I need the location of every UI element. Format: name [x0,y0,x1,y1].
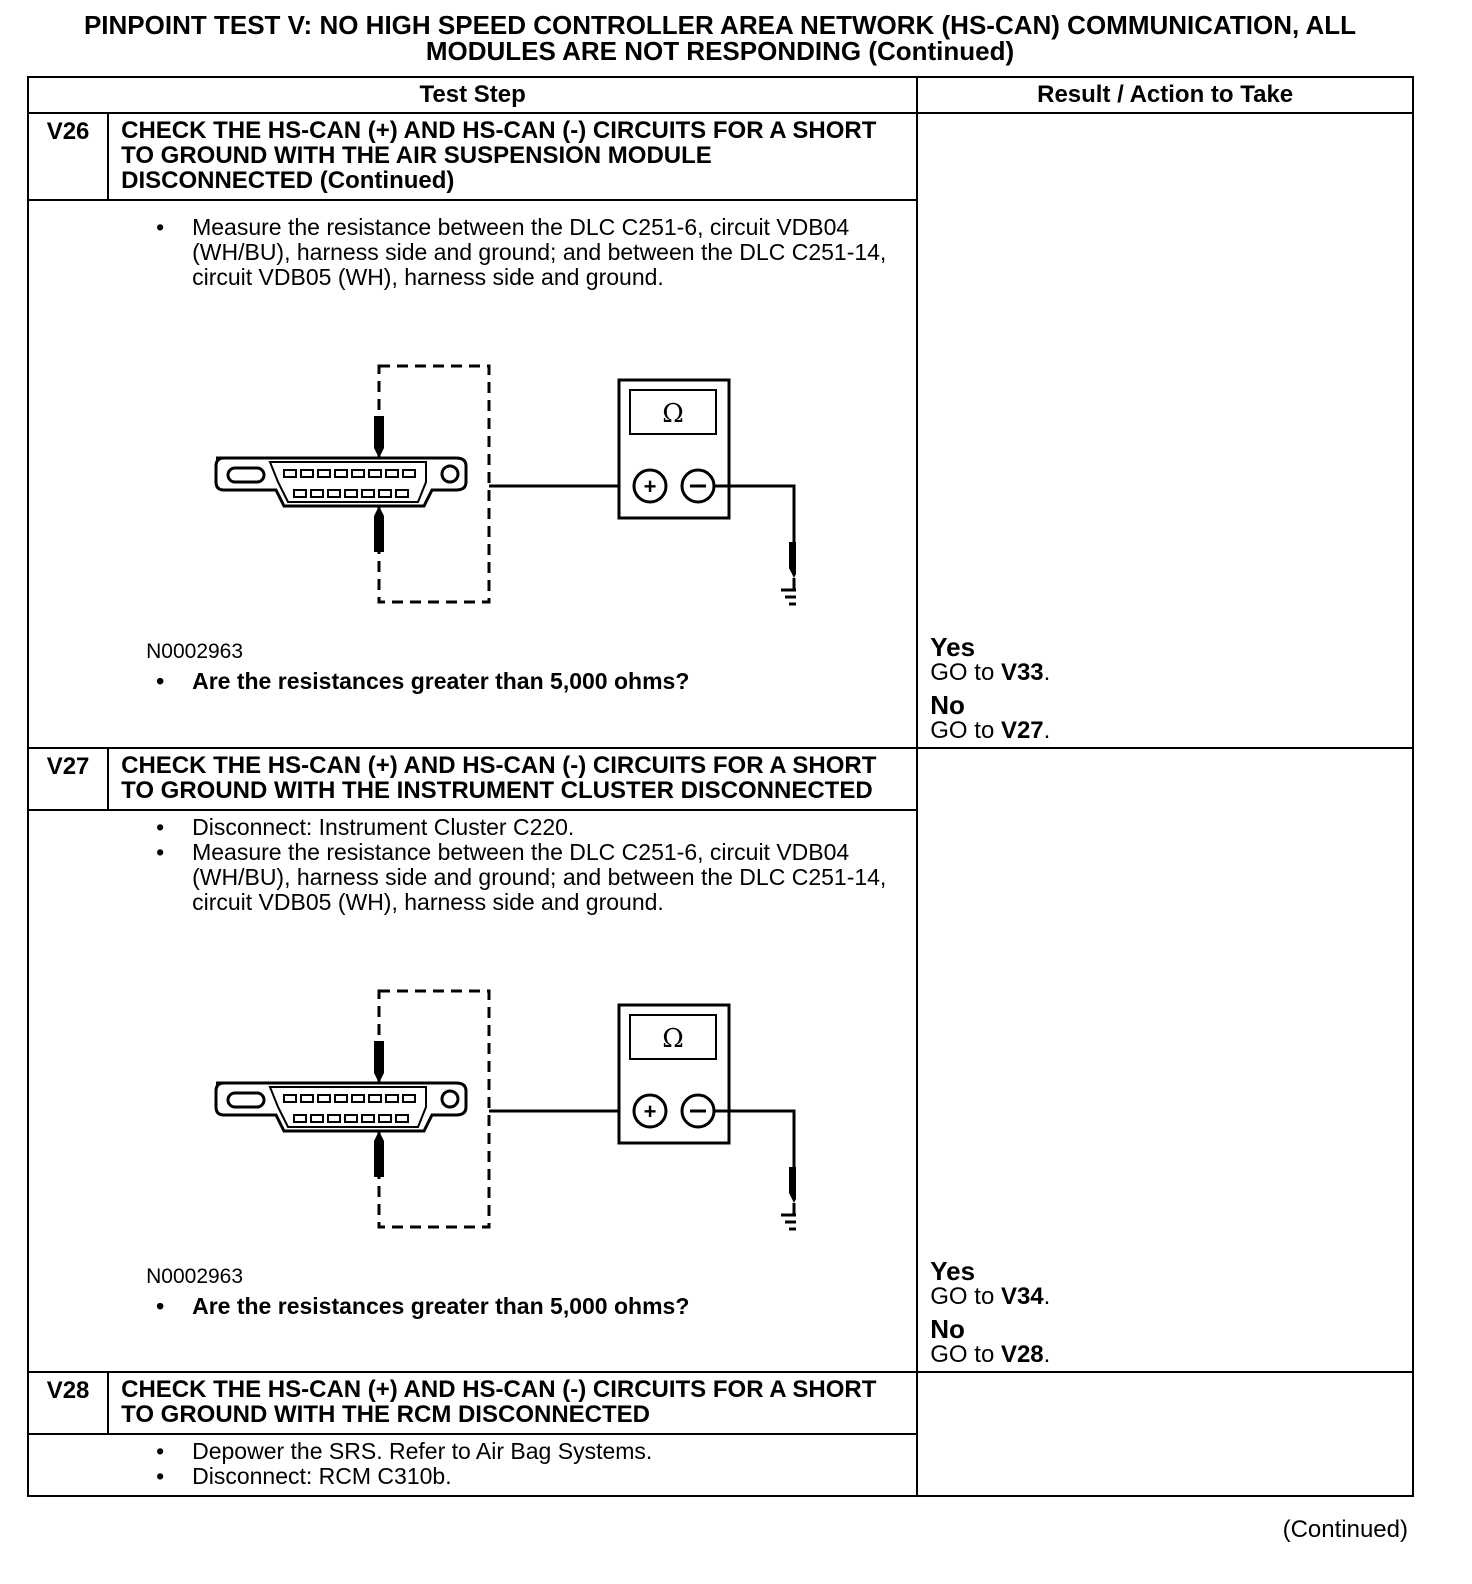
list-item: • Disconnect: RCM C310b. [192,1464,896,1489]
yes-ref-link[interactable]: V34 [1000,1283,1044,1310]
step-heading: CHECK THE HS-CAN (+) AND HS-CAN (-) CIRCUITS FOR A SHORT TO GROUND WITH THE AIR SUSPENSION MODULE DISCONNECTED (Continued) [108,113,917,200]
no-action: GO to V28. [930,1341,1051,1368]
probe-top-icon [374,1041,384,1083]
step-heading: CHECK THE HS-CAN (+) AND HS-CAN (-) CIRCUITS FOR A SHORT TO GROUND WITH THE RCM DISCONNECTED [108,1372,917,1434]
table-header-row [28,77,1413,113]
result-cell-v26 [917,113,1413,748]
title-line-2: MODULES ARE NOT RESPONDING (Continued) [425,36,1015,66]
figure-code: N0002963 [146,1265,244,1288]
col-header-test-step: Test Step [28,77,917,113]
result-cell-v27 [917,748,1413,1372]
yes-ref-link[interactable]: V33 [1000,659,1044,686]
yes-label: Yes [930,1256,976,1286]
step-body [108,1434,917,1496]
list-item: • Depower the SRS. Refer to Air Bag Systems. [192,1439,896,1464]
step-heading: CHECK THE HS-CAN (+) AND HS-CAN (-) CIRCUITS FOR A SHORT TO GROUND WITH THE INSTRUMENT CLUSTER DISCONNECTED [108,748,917,810]
continued-note: (Continued) [1282,1516,1408,1543]
pinpoint-test-table [27,76,1414,1497]
step-v27-heading-row [28,748,1413,810]
col-header-result: Result / Action to Take [917,77,1413,113]
no-ref-link[interactable]: V27 [1000,717,1044,744]
dlc-meter-figure [146,981,796,1329]
title-line-1: PINPOINT TEST V: NO HIGH SPEED CONTROLLER AREA NETWORK (HS-CAN) COMMUNICATION, ALL [83,10,1357,40]
step-question: • Are the resistances greater than 5,000 ohms? [192,1294,972,1319]
step-v28-heading-row [28,1372,1413,1434]
no-ref-link[interactable]: V28 [1000,1341,1044,1368]
step-id: V27 [28,748,108,810]
no-action: GO to V27. [930,717,1051,744]
probe-bottom-icon [374,506,384,552]
ground-probe-icon [789,542,796,578]
list-item: • Measure the resistance between the DLC C251-6, circuit VDB04 (WH/BU), harness side and ground; and between the DLC C251-14, circuit VDB05 (WH), harness side and ground. [192,840,896,915]
svg-text:+: + [643,474,657,499]
dlc-meter-figure [146,356,796,694]
dlc-meter-diagram [156,356,796,616]
page-title [20,12,1420,64]
no-label: No [930,1314,965,1344]
ohm-symbol: Ω [662,1024,684,1054]
ground-icon [781,590,796,604]
result-cell-v28 [917,1372,1413,1496]
step-id: V28 [28,1372,108,1434]
yes-action: GO to V33. [930,659,1051,686]
probe-bottom-icon [374,1131,384,1177]
ground-probe-icon [789,1167,796,1203]
probe-top-icon [374,416,384,458]
step-id: V26 [28,113,108,200]
step-body [108,810,917,1372]
yes-label: Yes [930,632,976,662]
dlc-meter-diagram [156,981,796,1241]
ground-icon [781,1215,796,1229]
yes-action: GO to V34. [930,1283,1051,1310]
list-item: • Measure the resistance between the DLC C251-6, circuit VDB04 (WH/BU), harness side and ground; and between the DLC C251-14, circuit VDB05 (WH), harness side and ground. [192,215,896,290]
step-body [108,200,917,748]
step-question: • Are the resistances greater than 5,000 ohms? [192,669,972,694]
step-v26-heading-row [28,113,1413,200]
ohm-symbol: Ω [662,399,684,429]
no-label: No [930,690,965,720]
svg-text:+: + [643,1099,657,1124]
list-item: • Disconnect: Instrument Cluster C220. [192,815,896,840]
figure-code: N0002963 [146,640,244,663]
